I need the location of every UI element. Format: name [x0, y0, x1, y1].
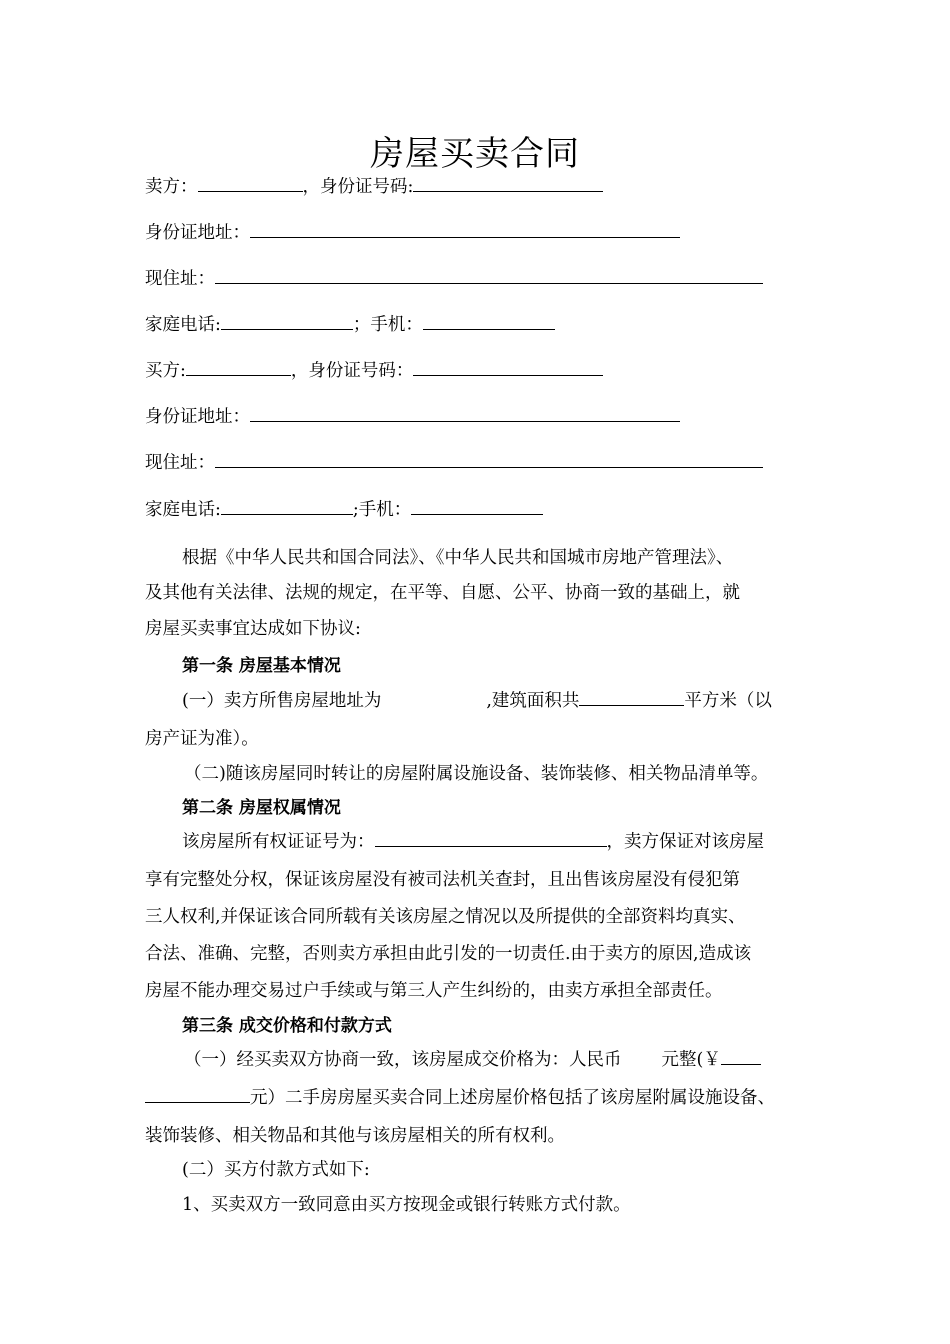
- article-3-para-1-text-b: 元整(￥: [661, 1050, 721, 1070]
- buyer-id-address-field[interactable]: [250, 404, 680, 422]
- seller-current-address-label: 现住址：: [145, 269, 215, 289]
- seller-label: 卖方：: [145, 177, 198, 197]
- article-1-para-1-cont: 房产证为准）。: [145, 729, 259, 749]
- seller-mobile-field[interactable]: [423, 312, 555, 330]
- article-2-line-2: 享有完整处分权，保证该房屋没有被司法机关查封，且出售该房屋没有侵犯第: [145, 870, 740, 890]
- seller-id-address-field[interactable]: [250, 220, 680, 238]
- preamble-line-3: 房屋买卖事宜达成如下协议:: [145, 619, 361, 639]
- article-1-para-1-text-c: 平方米（以: [684, 691, 772, 711]
- seller-id-address-line: [145, 220, 680, 245]
- article-1-para-1-text-a: (一）卖方所售房屋地址为: [182, 691, 382, 711]
- buyer-current-address-label: 现住址：: [145, 453, 215, 473]
- seller-current-address-field[interactable]: [215, 266, 763, 284]
- article-2-line-4: 合法、准确、完整，否则卖方承担由此引发的一切责任.由于卖方的原因,造成该: [145, 944, 752, 964]
- article-1-para-1-text-b: ,建筑面积共: [486, 691, 580, 711]
- seller-phone-field[interactable]: [221, 312, 353, 330]
- article-3-para-1-end: 装饰装修、相关物品和其他与该房屋相关的所有权利。: [145, 1126, 565, 1146]
- buyer-mobile-label: ;手机：: [352, 500, 412, 520]
- page-title: 房屋买卖合同: [370, 134, 580, 174]
- seller-name-field[interactable]: [198, 174, 303, 192]
- article-1-para-2: （二)随该房屋同时转让的房屋附属设施设备、装饰装修、相关物品清单等。: [184, 764, 769, 784]
- buyer-id-address-label: 身份证地址：: [145, 407, 250, 427]
- seller-name-line: [145, 174, 603, 199]
- article-3-para-1-text-c: 元）二手房房屋买卖合同上述房屋价格包括了该房屋附属设施设备、: [250, 1088, 775, 1108]
- buyer-phone-label: 家庭电话:: [145, 500, 221, 520]
- buyer-id-field[interactable]: [413, 358, 603, 376]
- buyer-current-address-field[interactable]: [215, 450, 763, 468]
- article-1-heading: 第一条 房屋基本情况: [182, 656, 341, 676]
- seller-current-address-line: [145, 266, 763, 291]
- floor-area-field[interactable]: [579, 688, 684, 706]
- buyer-id-address-line: [145, 404, 680, 429]
- ownership-cert-field[interactable]: [375, 829, 607, 847]
- buyer-name-field[interactable]: [186, 358, 291, 376]
- article-2-line-5: 房屋不能办理交易过户手续或与第三人产生纠纷的，由卖方承担全部责任。: [145, 981, 723, 1001]
- article-2-line-3: 三人权利,并保证该合同所载有关该房屋之情况以及所提供的全部资料均真实、: [145, 907, 746, 927]
- buyer-current-address-line: [145, 450, 763, 475]
- seller-mobile-label: ；手机：: [352, 315, 423, 335]
- price-field-start[interactable]: [721, 1047, 761, 1065]
- article-3-para-2: (二）买方付款方式如下:: [182, 1160, 370, 1180]
- seller-id-label: ，身份证号码:: [302, 177, 414, 197]
- article-3-para-1-cont: [145, 1085, 775, 1110]
- buyer-phone-line: [145, 497, 543, 522]
- seller-phone-label: 家庭电话:: [145, 315, 221, 335]
- article-2-heading: 第二条 房屋权属情况: [182, 798, 341, 818]
- seller-id-address-label: 身份证地址：: [145, 223, 250, 243]
- buyer-phone-field[interactable]: [221, 497, 353, 515]
- seller-phone-line: [145, 312, 555, 337]
- article-2-para-1-text-b: ，卖方保证对该房屋: [606, 832, 764, 852]
- price-field[interactable]: [145, 1085, 250, 1103]
- article-3-para-3: 1、买卖双方一致同意由买方按现金或银行转账方式付款。: [182, 1195, 631, 1215]
- buyer-mobile-field[interactable]: [411, 497, 543, 515]
- article-3-para-1: [184, 1047, 761, 1072]
- article-3-para-1-text-a: （一）经买卖双方协商一致，该房屋成交价格为：人民币: [184, 1050, 622, 1070]
- buyer-name-line: [145, 358, 603, 383]
- preamble-line-1: 根据《中华人民共和国合同法》、《中华人民共和国城市房地产管理法》、: [182, 548, 734, 568]
- article-3-heading: 第三条 成交价格和付款方式: [182, 1016, 392, 1036]
- buyer-id-label: ，身份证号码：: [290, 361, 414, 381]
- buyer-label: 买方:: [145, 361, 186, 381]
- seller-id-field[interactable]: [413, 174, 603, 192]
- article-2-para-1-text-a: 该房屋所有权证证号为：: [182, 832, 375, 852]
- article-2-para-1: [182, 829, 764, 854]
- preamble-line-2: 及其他有关法律、法规的规定，在平等、自愿、公平、协商一致的基础上，就: [145, 583, 740, 603]
- article-1-para-1: [182, 688, 772, 713]
